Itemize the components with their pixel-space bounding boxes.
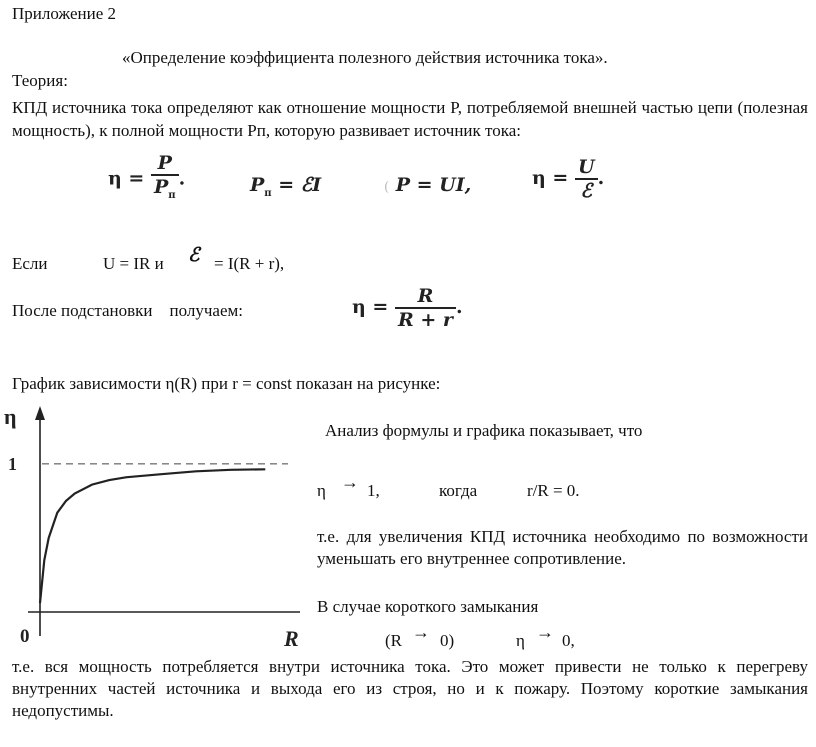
formula-rhs: = ℰI bbox=[271, 174, 322, 196]
limit-zero: 0, bbox=[562, 631, 575, 650]
formula-tail: . bbox=[597, 167, 605, 189]
emf-symbol: ℰ bbox=[188, 245, 200, 266]
arrow-right-icon: → bbox=[341, 472, 359, 492]
formula-text: P = UI, bbox=[395, 174, 472, 196]
fraction-denominator: ℰ bbox=[580, 180, 593, 202]
formula-tail: . bbox=[455, 296, 463, 318]
theory-label: Теория: bbox=[12, 71, 68, 90]
fraction-numerator: P bbox=[157, 152, 172, 174]
formula-lhs: η = bbox=[532, 167, 569, 189]
x-axis-label: R bbox=[284, 626, 299, 650]
if-condition-part2: = I(R + r), bbox=[214, 254, 285, 273]
analysis-intro: Анализ формулы и графика показывает, что bbox=[325, 421, 643, 440]
substitution-label: После подстановки получаем: bbox=[12, 301, 243, 320]
formula-lhs: P bbox=[250, 174, 265, 196]
formula-fraction bbox=[395, 285, 456, 331]
limit-r-close: 0) bbox=[440, 631, 455, 650]
formula-tail: . bbox=[178, 167, 186, 190]
if-condition-part1: U = IR и bbox=[103, 254, 164, 273]
formula-lhs: η = bbox=[108, 167, 145, 190]
formula-prefix: ( bbox=[384, 180, 390, 195]
den-sub: п bbox=[168, 190, 176, 201]
formula-lhs: η = bbox=[352, 296, 389, 318]
document-title: «Определение коэффициента полезного действия источника тока». bbox=[122, 48, 608, 67]
formula-efficiency-resistance bbox=[352, 285, 463, 331]
formula-efficiency-power bbox=[108, 152, 185, 207]
fraction-numerator: U bbox=[577, 156, 595, 178]
graph-caption: График зависимости η(R) при r = const показан на рисунке: bbox=[12, 374, 441, 393]
x-tick-label: 0 bbox=[20, 626, 30, 647]
limit-when: когда bbox=[439, 481, 478, 500]
arrow-right-icon: → bbox=[536, 622, 554, 642]
formula-fraction bbox=[575, 156, 598, 202]
formula-efficiency-voltage bbox=[532, 156, 604, 202]
den-main: P bbox=[153, 176, 169, 198]
y-tick-label: 1 bbox=[8, 453, 17, 474]
formula-sub: п bbox=[264, 188, 272, 199]
formula-full-power bbox=[250, 174, 321, 199]
limit-r-open: (R bbox=[385, 631, 402, 650]
short-circuit-label: В случае короткого замыкания bbox=[317, 597, 539, 616]
limit-eta-2: η bbox=[516, 631, 525, 650]
fraction-denominator bbox=[151, 176, 179, 207]
efficiency-chart bbox=[0, 400, 310, 650]
y-axis-arrow-icon bbox=[35, 406, 45, 420]
formula-fraction bbox=[151, 152, 179, 207]
appendix-label: Приложение 2 bbox=[12, 4, 116, 23]
efficiency-curve bbox=[40, 469, 265, 603]
limit-value: 1, bbox=[367, 481, 380, 500]
limit-eta: η bbox=[317, 481, 326, 500]
fraction-numerator: R bbox=[417, 285, 434, 307]
fraction-denominator: R + r bbox=[397, 309, 453, 331]
limit-condition: r/R = 0. bbox=[527, 481, 580, 500]
arrow-right-icon: → bbox=[412, 622, 430, 642]
y-axis-label: η bbox=[4, 404, 17, 429]
analysis-conclusion: т.е. для увеличения КПД источника необходимо по возможности уменьшать его внутреннее сопротивление. bbox=[317, 527, 808, 568]
final-paragraph: т.е. вся мощность потребляется внутри источника тока. Это может привести не только к перегреву внутренних частей источника и выхода его из строя, но и к пожару. Поэтому короткие замыкания недопустимы. bbox=[12, 657, 808, 720]
theory-paragraph: КПД источника тока определяют как отношение мощности P, потребляемой внешней частью цепи (полезная мощность), к полной мощности Pп, которую развивает источник тока: bbox=[12, 98, 808, 140]
formula-useful-power bbox=[384, 174, 471, 196]
if-label: Если bbox=[12, 254, 48, 273]
